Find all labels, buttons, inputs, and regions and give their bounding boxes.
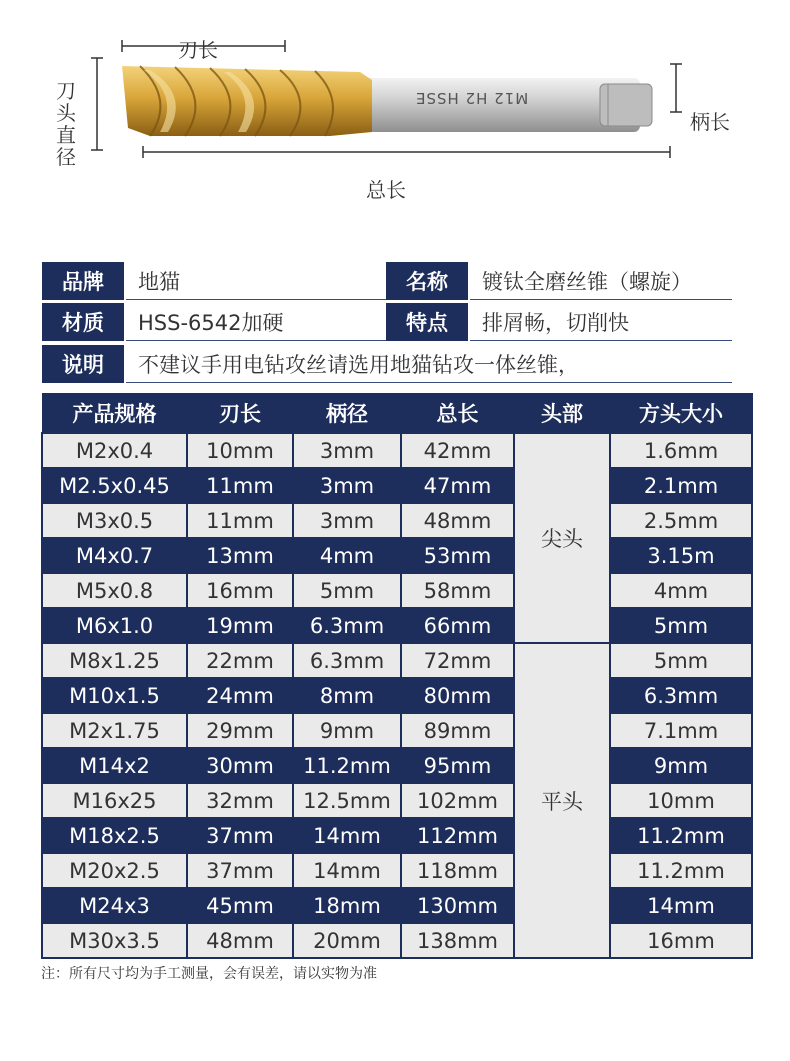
- cell-square: 14mm: [610, 888, 752, 923]
- cell-square: 2.1mm: [610, 468, 752, 503]
- header-head: 头部: [514, 394, 610, 434]
- cell-spec: M2x1.75: [42, 713, 187, 748]
- cell-blade: 10mm: [187, 433, 293, 468]
- cell-head-pointed: 尖头: [514, 433, 610, 643]
- material-value: HSS-6542加硬: [126, 303, 426, 341]
- cell-spec: M2x0.4: [42, 433, 187, 468]
- cell-spec: M8x1.25: [42, 643, 187, 678]
- cell-total: 138mm: [401, 923, 514, 958]
- table-row: [42, 433, 752, 468]
- cell-shank: 8mm: [293, 678, 401, 713]
- cell-spec: M24x3: [42, 888, 187, 923]
- cell-shank: 3mm: [293, 433, 401, 468]
- cell-total: 48mm: [401, 503, 514, 538]
- material-key: 材质: [42, 303, 124, 341]
- cell-blade: 11mm: [187, 468, 293, 503]
- cell-total: 130mm: [401, 888, 514, 923]
- header-square: 方头大小: [610, 394, 752, 434]
- cell-square: 5mm: [610, 643, 752, 678]
- cell-blade: 16mm: [187, 573, 293, 608]
- cell-spec: M2.5x0.45: [42, 468, 187, 503]
- cell-total: 53mm: [401, 538, 514, 573]
- table-row: [42, 853, 752, 888]
- cell-total: 80mm: [401, 678, 514, 713]
- header-spec: 产品规格: [42, 394, 187, 434]
- name-key: 名称: [386, 262, 468, 300]
- cell-shank: 3mm: [293, 468, 401, 503]
- cell-total: 66mm: [401, 608, 514, 643]
- cell-spec: M14x2: [42, 748, 187, 783]
- table-row: [42, 748, 752, 783]
- cell-spec: M6x1.0: [42, 608, 187, 643]
- name-value: 镀钛全磨丝锥（螺旋）: [470, 262, 732, 300]
- cell-square: 3.15m: [610, 538, 752, 573]
- cell-shank: 20mm: [293, 923, 401, 958]
- cell-total: 72mm: [401, 643, 514, 678]
- cell-blade: 19mm: [187, 608, 293, 643]
- cell-total: 118mm: [401, 853, 514, 888]
- cell-blade: 37mm: [187, 853, 293, 888]
- cell-spec: M30x3.5: [42, 923, 187, 958]
- cell-spec: M5x0.8: [42, 573, 187, 608]
- cell-head-flat: 平头: [514, 643, 610, 958]
- table-row: [42, 713, 752, 748]
- cell-blade: 13mm: [187, 538, 293, 573]
- cell-blade: 30mm: [187, 748, 293, 783]
- cell-square: 10mm: [610, 783, 752, 818]
- cell-square: 11.2mm: [610, 818, 752, 853]
- cell-total: 95mm: [401, 748, 514, 783]
- cell-square: 1.6mm: [610, 433, 752, 468]
- cell-spec: M20x2.5: [42, 853, 187, 888]
- cell-blade: 22mm: [187, 643, 293, 678]
- cell-shank: 6.3mm: [293, 608, 401, 643]
- feature-key: 特点: [386, 303, 468, 341]
- cell-total: 102mm: [401, 783, 514, 818]
- head-diameter-label: 刀头直径: [56, 79, 76, 169]
- brand-key: 品牌: [42, 262, 124, 300]
- tap-illustration: [0, 0, 790, 240]
- table-row: [42, 678, 752, 713]
- measurement-note: 注：所有尺寸均为手工测量，会有误差，请以实物为准: [41, 966, 377, 982]
- cell-shank: 14mm: [293, 853, 401, 888]
- cell-spec: M3x0.5: [42, 503, 187, 538]
- cell-blade: 45mm: [187, 888, 293, 923]
- cell-total: 47mm: [401, 468, 514, 503]
- table-row: [42, 888, 752, 923]
- cell-total: 89mm: [401, 713, 514, 748]
- cell-spec: M16x25: [42, 783, 187, 818]
- table-row: [42, 503, 752, 538]
- cell-total: 112mm: [401, 818, 514, 853]
- table-row: [42, 538, 752, 573]
- desc-key: 说明: [42, 345, 124, 383]
- table-row: [42, 923, 752, 958]
- table-row: [42, 573, 752, 608]
- tap-diagram: [0, 0, 790, 240]
- cell-blade: 48mm: [187, 923, 293, 958]
- cell-square: 11.2mm: [610, 853, 752, 888]
- header-blade: 刃长: [187, 394, 293, 434]
- cell-square: 2.5mm: [610, 503, 752, 538]
- cell-blade: 11mm: [187, 503, 293, 538]
- table-header-row: [42, 394, 752, 434]
- blade-length-label: 刃长: [178, 38, 218, 62]
- cell-blade: 32mm: [187, 783, 293, 818]
- cell-square: 7.1mm: [610, 713, 752, 748]
- cell-shank: 18mm: [293, 888, 401, 923]
- cell-total: 42mm: [401, 433, 514, 468]
- header-total: 总长: [401, 394, 514, 434]
- cell-blade: 24mm: [187, 678, 293, 713]
- cell-square: 16mm: [610, 923, 752, 958]
- cell-blade: 37mm: [187, 818, 293, 853]
- cell-shank: 6.3mm: [293, 643, 401, 678]
- desc-value: 不建议手用电钻攻丝请选用地猫钻攻一体丝锥，: [126, 345, 732, 383]
- cell-shank: 11.2mm: [293, 748, 401, 783]
- cell-spec: M18x2.5: [42, 818, 187, 853]
- cell-shank: 12.5mm: [293, 783, 401, 818]
- header-shank: 柄径: [293, 394, 401, 434]
- cell-blade: 29mm: [187, 713, 293, 748]
- spec-table: [41, 393, 753, 959]
- cell-square: 6.3mm: [610, 678, 752, 713]
- cell-shank: 3mm: [293, 503, 401, 538]
- feature-value: 排屑畅，切削快: [470, 303, 732, 341]
- table-row: [42, 783, 752, 818]
- cell-square: 5mm: [610, 608, 752, 643]
- table-row: [42, 818, 752, 853]
- cell-shank: 5mm: [293, 573, 401, 608]
- cell-spec: M10x1.5: [42, 678, 187, 713]
- cell-shank: 9mm: [293, 713, 401, 748]
- cell-shank: 14mm: [293, 818, 401, 853]
- table-row: [42, 608, 752, 643]
- cell-square: 9mm: [610, 748, 752, 783]
- brand-value: 地猫: [126, 262, 426, 300]
- cell-square: 4mm: [610, 573, 752, 608]
- shank-engraving: M12 H2 HSSE: [415, 89, 529, 107]
- table-row: [42, 643, 752, 678]
- total-length-label: 总长: [366, 178, 406, 202]
- cell-total: 58mm: [401, 573, 514, 608]
- table-row: [42, 468, 752, 503]
- cell-shank: 4mm: [293, 538, 401, 573]
- cell-spec: M4x0.7: [42, 538, 187, 573]
- shank-length-label: 柄长: [690, 110, 730, 134]
